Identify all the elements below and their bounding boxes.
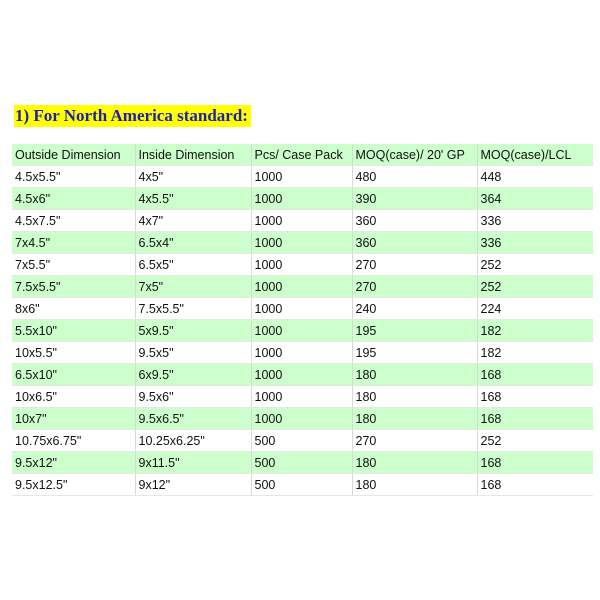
- table-row: [12, 430, 593, 452]
- inside-dimension-cell: 9.5x6.5": [135, 408, 251, 430]
- outside-dimension-cell: 7x4.5": [12, 232, 135, 254]
- moq-20gp-cell: 480: [352, 166, 477, 188]
- outside-dimension-cell: 10x6.5": [12, 386, 135, 408]
- case-pack-cell: 500: [251, 452, 352, 474]
- table-body: [12, 166, 593, 496]
- table-row: [12, 364, 593, 386]
- column-header: Pcs/ Case Pack: [251, 144, 352, 166]
- moq-lcl-cell: 168: [477, 386, 593, 408]
- table-row: [12, 210, 593, 232]
- moq-20gp-cell: 180: [352, 408, 477, 430]
- table-row: [12, 452, 593, 474]
- inside-dimension-cell: 9.5x6": [135, 386, 251, 408]
- inside-dimension-cell: 5x9.5": [135, 320, 251, 342]
- moq-20gp-cell: 180: [352, 386, 477, 408]
- moq-20gp-cell: 360: [352, 210, 477, 232]
- table-row: [12, 474, 593, 496]
- moq-20gp-cell: 270: [352, 254, 477, 276]
- column-header: MOQ(case)/LCL: [477, 144, 593, 166]
- column-header: MOQ(case)/ 20' GP: [352, 144, 477, 166]
- outside-dimension-cell: 8x6": [12, 298, 135, 320]
- moq-20gp-cell: 195: [352, 342, 477, 364]
- case-pack-cell: 1000: [251, 210, 352, 232]
- moq-20gp-cell: 180: [352, 452, 477, 474]
- inside-dimension-cell: 10.25x6.25": [135, 430, 251, 452]
- moq-20gp-cell: 240: [352, 298, 477, 320]
- moq-lcl-cell: 336: [477, 232, 593, 254]
- moq-20gp-cell: 390: [352, 188, 477, 210]
- case-pack-cell: 1000: [251, 320, 352, 342]
- table-row: [12, 276, 593, 298]
- case-pack-cell: 1000: [251, 364, 352, 386]
- moq-lcl-cell: 182: [477, 342, 593, 364]
- case-pack-cell: 1000: [251, 276, 352, 298]
- inside-dimension-cell: 9.5x5": [135, 342, 251, 364]
- moq-20gp-cell: 195: [352, 320, 477, 342]
- moq-20gp-cell: 270: [352, 276, 477, 298]
- moq-lcl-cell: 364: [477, 188, 593, 210]
- moq-20gp-cell: 360: [352, 232, 477, 254]
- outside-dimension-cell: 7.5x5.5": [12, 276, 135, 298]
- inside-dimension-cell: 4x5.5": [135, 188, 251, 210]
- case-pack-cell: 1000: [251, 408, 352, 430]
- case-pack-cell: 1000: [251, 232, 352, 254]
- inside-dimension-cell: 4x5": [135, 166, 251, 188]
- outside-dimension-cell: 10x7": [12, 408, 135, 430]
- table-row: [12, 320, 593, 342]
- outside-dimension-cell: 6.5x10": [12, 364, 135, 386]
- case-pack-cell: 1000: [251, 188, 352, 210]
- section-heading: 1) For North America standard:: [14, 105, 251, 127]
- outside-dimension-cell: 4.5x5.5": [12, 166, 135, 188]
- inside-dimension-cell: 9x12": [135, 474, 251, 496]
- case-pack-cell: 1000: [251, 298, 352, 320]
- outside-dimension-cell: 9.5x12": [12, 452, 135, 474]
- moq-lcl-cell: 252: [477, 254, 593, 276]
- moq-20gp-cell: 180: [352, 474, 477, 496]
- outside-dimension-cell: 4.5x7.5": [12, 210, 135, 232]
- moq-lcl-cell: 182: [477, 320, 593, 342]
- column-header: Outside Dimension: [12, 144, 135, 166]
- table-row: [12, 386, 593, 408]
- inside-dimension-cell: 6x9.5": [135, 364, 251, 386]
- moq-lcl-cell: 252: [477, 276, 593, 298]
- outside-dimension-cell: 7x5.5": [12, 254, 135, 276]
- column-header: Inside Dimension: [135, 144, 251, 166]
- moq-lcl-cell: 224: [477, 298, 593, 320]
- moq-lcl-cell: 336: [477, 210, 593, 232]
- inside-dimension-cell: 9x11.5": [135, 452, 251, 474]
- case-pack-cell: 1000: [251, 254, 352, 276]
- case-pack-cell: 1000: [251, 386, 352, 408]
- inside-dimension-cell: 6.5x5": [135, 254, 251, 276]
- moq-20gp-cell: 270: [352, 430, 477, 452]
- table-row: [12, 298, 593, 320]
- case-pack-cell: 500: [251, 430, 352, 452]
- outside-dimension-cell: 4.5x6": [12, 188, 135, 210]
- table-header-row: [12, 144, 593, 166]
- moq-20gp-cell: 180: [352, 364, 477, 386]
- moq-lcl-cell: 252: [477, 430, 593, 452]
- inside-dimension-cell: 4x7": [135, 210, 251, 232]
- table-row: [12, 232, 593, 254]
- case-pack-cell: 500: [251, 474, 352, 496]
- outside-dimension-cell: 9.5x12.5": [12, 474, 135, 496]
- inside-dimension-cell: 6.5x4": [135, 232, 251, 254]
- moq-lcl-cell: 448: [477, 166, 593, 188]
- table-row: [12, 342, 593, 364]
- inside-dimension-cell: 7.5x5.5": [135, 298, 251, 320]
- spec-table: [12, 144, 593, 496]
- moq-lcl-cell: 168: [477, 364, 593, 386]
- moq-lcl-cell: 168: [477, 452, 593, 474]
- table-row: [12, 188, 593, 210]
- moq-lcl-cell: 168: [477, 408, 593, 430]
- table-row: [12, 166, 593, 188]
- moq-lcl-cell: 168: [477, 474, 593, 496]
- inside-dimension-cell: 7x5": [135, 276, 251, 298]
- table-row: [12, 254, 593, 276]
- outside-dimension-cell: 10.75x6.75": [12, 430, 135, 452]
- outside-dimension-cell: 10x5.5": [12, 342, 135, 364]
- outside-dimension-cell: 5.5x10": [12, 320, 135, 342]
- case-pack-cell: 1000: [251, 166, 352, 188]
- case-pack-cell: 1000: [251, 342, 352, 364]
- table-row: [12, 408, 593, 430]
